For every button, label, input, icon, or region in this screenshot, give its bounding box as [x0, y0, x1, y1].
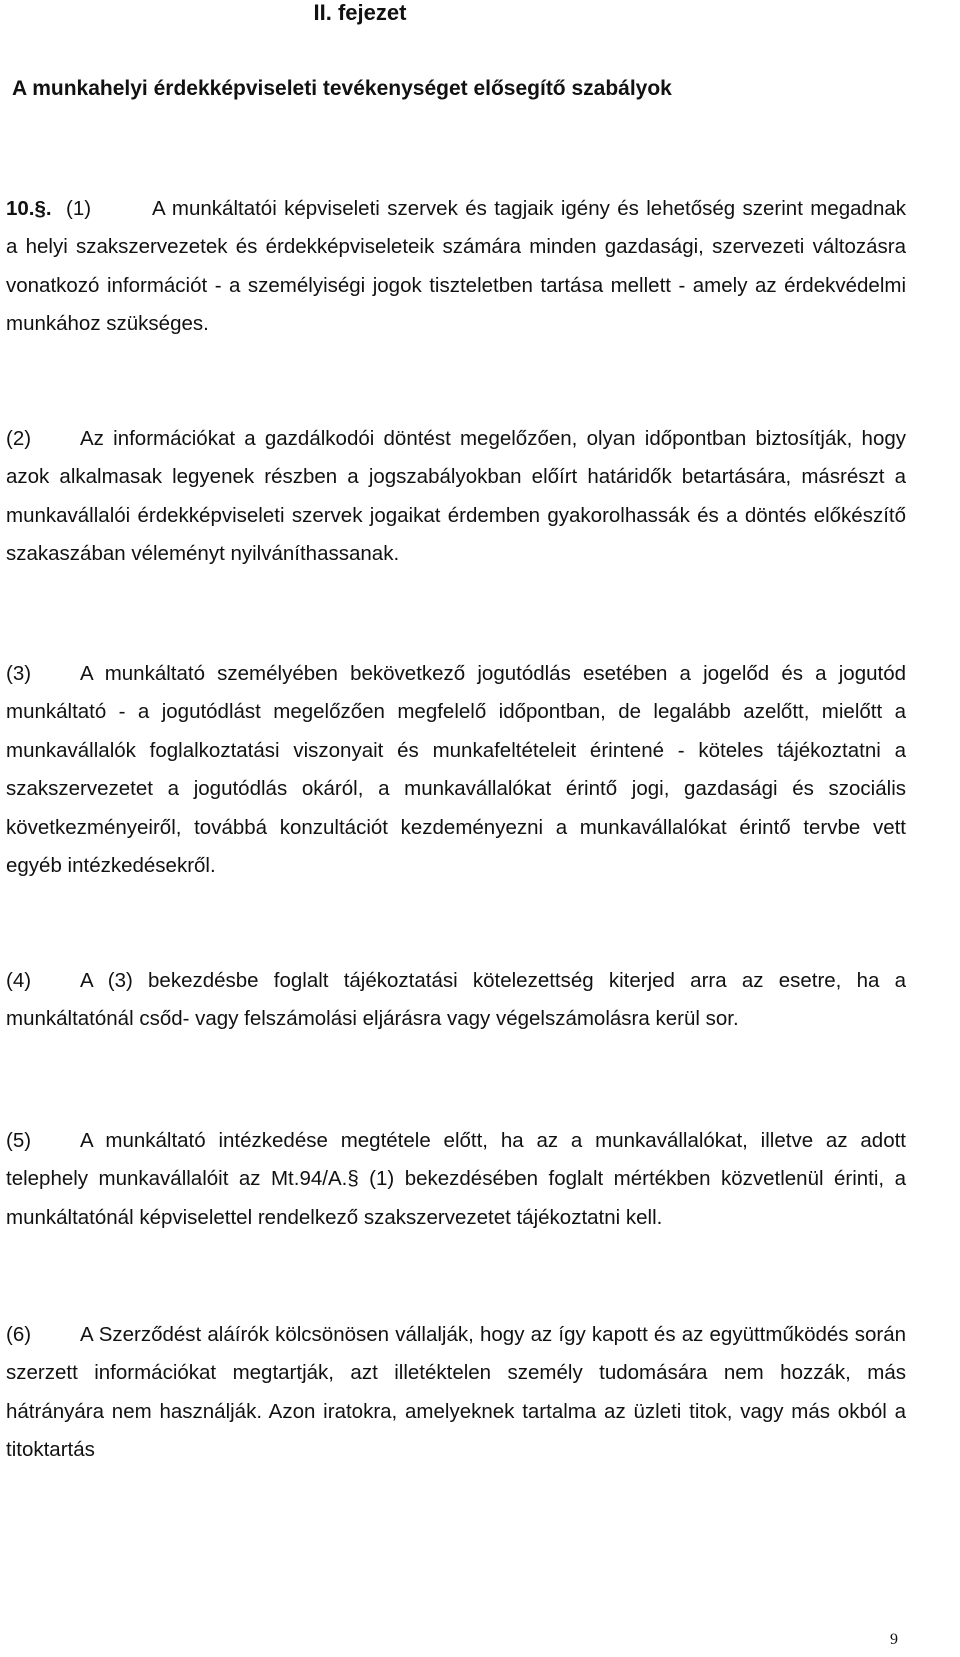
paragraph-2-text: Az információkat a gazdálkodói döntést megelőzően, olyan időpontban biztosítják, hogy azok alkalmasak legyenek részben a jogszabályokban előírt határidők betartására, másrészt a munkavállalói érdekképviseleti szervek jogaikat érdemben gyakorolhassák és a döntés előkészítő szakaszában véleményt nyilváníthassanak. — [6, 427, 906, 566]
paragraph-5-number: (5) — [6, 1129, 32, 1152]
paragraph-4 — [6, 962, 906, 1039]
paragraph-1 — [6, 190, 906, 344]
page-number: 9 — [890, 1631, 898, 1648]
chapter-title: II. fejezet — [313, 0, 407, 25]
section-title: A munkahelyi érdekképviseleti tevékenységet elősegítő szabályok — [12, 77, 672, 100]
paragraph-2-number: (2) — [6, 427, 32, 450]
paragraph-3 — [6, 655, 906, 885]
paragraph-4-text: A (3) bekezdésbe foglalt tájékoztatási kötelezettség kiterjed arra az esetre, ha a munkáltatónál csőd- vagy felszámolási eljárásra vagy végelszámolásra kerül sor. — [6, 969, 906, 1031]
paragraph-5-text: A munkáltató intézkedése megtétele előtt, ha az a munkavállalókat, illetve az adott telephely munkavállalóit az Mt.94/A.§ (1) bekezdésében foglalt mértékben közvetlenül érinti, a munkáltatónál képviselettel rendelkező szakszervezetet tájékoztatni kell. — [6, 1129, 906, 1229]
paragraph-6-text: A Szerződést aláírók kölcsönösen vállalják, hogy az így kapott és az együttműködés során szerzett információkat megtartják, azt illetéktelen személy tudomására nem hozzák, más hátrányára nem használják. Azon iratokra, amelyeknek tartalma az üzleti titok, vagy más okból a titoktartás — [6, 1323, 906, 1462]
paragraph-5 — [6, 1122, 906, 1237]
paragraph-1-number: (1) — [66, 197, 92, 220]
paragraph-6-number: (6) — [6, 1323, 32, 1346]
paragraph-1-text: A munkáltatói képviseleti szervek és tagjaik igény és lehetőség szerint megadnak a helyi szakszervezetek és érdekképviseleteik számára minden gazdasági, szervezeti változásra vonatkozó információt - a személyiségi jogok tiszteletben tartása mellett - amely az érdekvédelmi munkához szükséges. — [6, 197, 906, 336]
paragraph-4-number: (4) — [6, 969, 32, 992]
paragraph-6 — [6, 1316, 906, 1470]
paragraph-3-number: (3) — [6, 662, 32, 685]
paragraph-3-text: A munkáltató személyében bekövetkező jogutódlás esetében a jogelőd és a jogutód munkáltató - a jogutódlást megelőzően megfelelő időpontban, de legalább azelőtt, mielőtt a munkavállalók foglalkoztatási viszonyait és munkafeltételeit érintené - köteles tájékoztatni a szakszervezetet a jogutódlás okáról, a munkavállalókat érintő jogi, gazdasági és szociális következményeiről, továbbá konzultációt kezdeményezni a munkavállalókat érintő tervbe vett egyéb intézkedésekről. — [6, 662, 906, 878]
section-number: 10.§. — [6, 197, 52, 220]
paragraph-2 — [6, 420, 906, 574]
